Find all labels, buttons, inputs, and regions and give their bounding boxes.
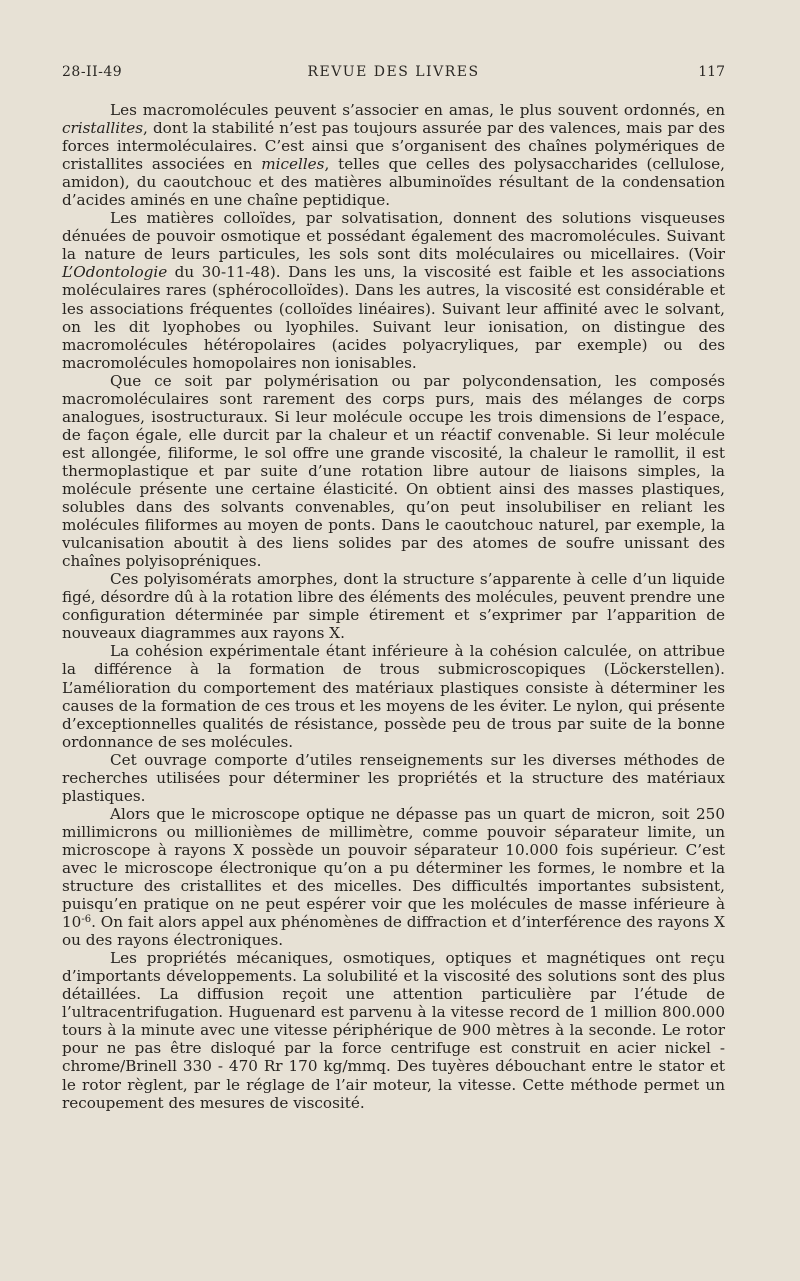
- text-run: . On fait alors appel aux phénomènes de diffraction et d’interférence des rayons X ou des rayons électroniques.: [62, 913, 725, 950]
- paragraph: [62, 642, 725, 750]
- header-page-number: 117: [698, 64, 725, 80]
- text-run: Les matières colloïdes, par solvatisation, donnent des solutions visqueuses dénuées de pouvoir osmotique et possédant également des macromolécules. Suivant la nature de leurs particules, les sols sont dits moléculaires ou micellaires. (Voir: [62, 209, 725, 264]
- text-run: Les macromolécules peuvent s’associer en amas, le plus souvent ordonnés, en: [110, 101, 725, 119]
- paragraph: [62, 751, 725, 805]
- text-run: Ces polyisomérats amorphes, dont la structure s’apparente à celle d’un liquide figé, désordre dû à la rotation libre des éléments des molécules, peuvent prendre une configuration déterminée par simple étirement et s’exprimer par l’apparition de nouveaux diagrammes aux rayons X.: [62, 570, 725, 643]
- article-body: [62, 101, 725, 1112]
- text-run: , dont la stabilité n’est pas toujours assurée par des valences, mais par des forces intermoléculaires. C’est ainsi que s’organisent des chaînes polymériques de cristallites associées en: [62, 119, 725, 174]
- text-run: La cohésion expérimentale étant inférieure à la cohésion calculée, on attribue la différence à la formation de trous submicroscopiques (Löckerstellen). L’amélioration du comportement des matériaux plastiques consiste à déterminer les causes de la formation de ces trous et les moyens de les éviter. Le nylon, qui présente d’exceptionnelles qualités de résistance, possède peu de trous par suite de la bonne ordonnance de ses molécules.: [62, 642, 725, 751]
- text-run: Les propriétés mécaniques, osmotiques, optiques et magnétiques ont reçu d’importants développements. La solubilité et la viscosité des solutions sont des plus détaillées. La diffusion reçoit une attention particulière par l’étude de l’ultracentrifugation. Huguenard est parvenu à la vitesse record de 1 million 800.000 tours à la minute avec une vitesse périphérique de 900 mètres à la seconde. Le rotor pour ne pas être disloqué par la force centrifuge est construit en acier nickel - chrome/Brinell 330 - 470 Rr 170 kg/mmq. Des tuyères débouchant entre le stator et le rotor règlent, par le réglage de l’air moteur, la vitesse. Cette méthode permet un recoupement des mesures de viscosité.: [62, 949, 725, 1112]
- italic-text: L’Odontologie: [62, 263, 168, 282]
- italic-text: micelles: [261, 155, 325, 174]
- paragraph: [62, 101, 725, 209]
- text-run: Alors que le microscope optique ne dépasse pas un quart de micron, soit 250 millimicrons ou millionièmes de millimètre, comme pouvoir séparateur limite, un microscope à rayons X possède un pouvoir séparateur 10.000 fois supérieur. C’est avec le microscope électronique qu’on a pu déterminer les formes, le nombre et la structure des cristallites et des micelles. Des difficultés importantes subsistent, puisqu’en pratique on ne peut espérer voir que les molécules de masse inférieure à 10: [62, 804, 725, 932]
- text-run: Que ce soit par polymérisation ou par polycondensation, les composés macromoléculaires sont rarement des corps purs, mais des mélanges de corps analogues, isostructuraux. Si leur molécule occupe les trois dimensions de l’espace, de façon égale, elle durcit par la chaleur et un réactif convenable. Si leur molécule est allongée, filiforme, le sol offre une grande viscosité, la chaleur le ramollit, il est thermoplastique et par suite d’une rotation libre autour de liaisons simples, la molécule présente une certaine élasticité. On obtient ainsi des masses plastiques, solubles dans des solvants convenables, qu’on peut insolubiliser en reliant les molécules filiformes au moyen de ponts. Dans le caoutchouc naturel, par exemple, la vulcanisation aboutit à des liens solides par des atomes de soufre unissant des chaînes polyisopréniques.: [62, 371, 725, 571]
- paragraph: [62, 570, 725, 642]
- italic-text: cristallites: [62, 119, 144, 138]
- text-run: , telles que celles des polysaccharides (cellulose, amidon), du caoutchouc et des matières albuminoïdes résultant de la condensation d’acides aminés en une chaîne peptidique.: [62, 155, 725, 210]
- running-header: [62, 64, 725, 86]
- text-run: Cet ouvrage comporte d’utiles renseignements sur les diverses méthodes de recherches utilisées pour déterminer les propriétés et la structure des matériaux plastiques.: [62, 750, 725, 805]
- paragraph: [62, 372, 725, 571]
- paragraph: [62, 805, 725, 949]
- paragraph: [62, 949, 725, 1111]
- header-date: 28-II-49: [62, 64, 123, 80]
- header-journal-title: REVUE DES LIVRES: [307, 64, 480, 80]
- paragraph: [62, 209, 725, 371]
- exponent: -6: [81, 914, 92, 926]
- text-run: du 30-11-48). Dans les uns, la viscosité est faible et les associations moléculaires rares (sphérocolloïdes). Dans les autres, la viscosité est considérable et les associations fréquentes (colloïdes linéaires). Suivant leur affinité avec le solvant, on les dit lyophobes ou lyophiles. Suivant leur ionisation, on distingue des macromolécules hétéropolaires (acides polyacryliques, par exemple) ou des macromolécules homopolaires non ionisables.: [62, 263, 725, 372]
